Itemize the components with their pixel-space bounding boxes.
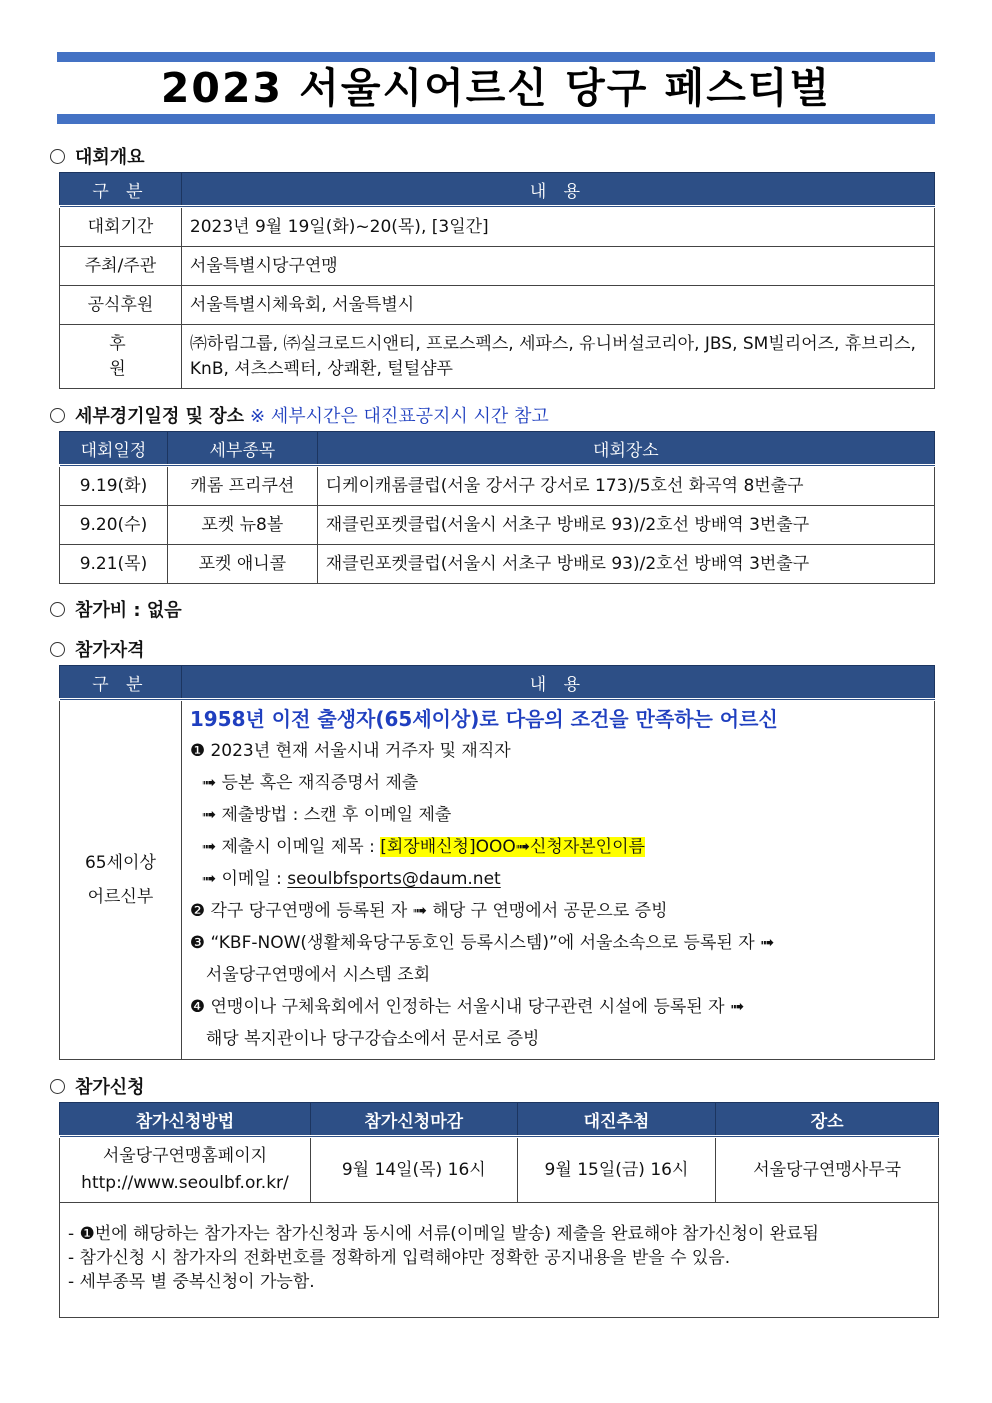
header-deadline: 참가신청마감 — [310, 1103, 517, 1137]
email-subject-prefix: ➟ 제출시 이메일 제목 : — [201, 837, 381, 857]
eligibility-lead: 1958년 이전 출생자(65세이상)로 다음의 조건을 만족하는 어르신 — [189, 707, 778, 731]
eligibility-label-line1: 65세이상 — [84, 853, 156, 873]
circle-bullet-icon — [50, 642, 65, 657]
row-value: ㈜하림그룹, ㈜실크로드시앤티, 프로스펙스, 세파스, 유니버설코리아, JBS, SM빌리어즈, 휴브리스, KnB, 셔츠스펙터, 상쾌환, 털털샴푸 — [181, 325, 934, 389]
section-heading-application — [50, 1076, 145, 1100]
table-header-row — [60, 173, 935, 207]
table-row — [60, 700, 935, 1060]
circle-bullet-icon — [50, 408, 65, 423]
application-notes — [60, 1203, 939, 1318]
schedule-event: 캐롬 프리쿠션 — [167, 466, 317, 506]
header-draw: 대진추첨 — [517, 1103, 716, 1137]
table-row — [60, 247, 935, 286]
email-subject-highlight: [회장배신청]OOO➟신청자본인이름 — [380, 837, 645, 857]
table-row — [60, 207, 935, 247]
schedule-date: 9.20(수) — [60, 506, 168, 545]
condition-1-sub-a: ➟ 등본 혹은 재직증명서 제출 — [201, 773, 419, 793]
email-prefix: ➟ 이메일 : — [201, 869, 288, 889]
eligibility-heading-text: 참가자격 — [75, 640, 145, 661]
schedule-event: 포켓 애니콜 — [167, 545, 317, 584]
table-row — [60, 506, 935, 545]
row-label: 공식후원 — [60, 286, 182, 325]
condition-1-sub-d — [190, 863, 924, 895]
row-label: 대회기간 — [60, 207, 182, 247]
application-place: 서울당구연맹사무국 — [716, 1137, 939, 1203]
section-heading-fee — [50, 599, 182, 623]
header-place: 장소 — [716, 1103, 939, 1137]
section-heading-eligibility — [50, 639, 145, 663]
schedule-event: 포켓 뉴8볼 — [167, 506, 317, 545]
condition-1: ❶ 2023년 현재 서울시내 거주자 및 재직자 — [189, 741, 511, 761]
condition-3-cont: 서울당구연맹에서 시스템 조회 — [205, 965, 431, 985]
schedule-venue: 재클린포켓클럽(서울시 서초구 방배로 93)/2호선 방배역 3번출구 — [317, 545, 934, 584]
table-header-row — [60, 1103, 939, 1137]
application-heading-text: 참가신청 — [75, 1077, 145, 1098]
header-method: 참가신청방법 — [60, 1103, 311, 1137]
application-method — [60, 1137, 311, 1203]
table-row — [60, 466, 935, 506]
table-row — [60, 545, 935, 584]
row-value: 서울특별시당구연맹 — [181, 247, 934, 286]
row-label: 주최/주관 — [60, 247, 182, 286]
schedule-venue: 디케이캐롬클럽(서울 강서구 강서로 173)/5호선 화곡역 8번출구 — [317, 466, 934, 506]
header-venue: 대회장소 — [317, 432, 934, 466]
page-title: 2023 서울시어르신 당구 페스티벌 — [160, 64, 832, 112]
row-label: 후 원 — [60, 325, 182, 389]
header-content: 내 용 — [181, 666, 934, 700]
header-category: 구 분 — [60, 173, 182, 207]
eligibility-label — [60, 700, 182, 1060]
homepage-link[interactable]: http://www.seoulbf.or.kr/ — [81, 1173, 289, 1193]
eligibility-table — [59, 665, 935, 1060]
overview-table — [59, 172, 935, 389]
table-row — [60, 325, 935, 389]
application-table — [59, 1102, 939, 1318]
note-item: - 세부종목 별 중복신청이 가능함. — [68, 1272, 315, 1292]
title-bar-bottom — [57, 114, 935, 124]
circle-bullet-icon — [50, 1079, 65, 1094]
condition-1-sub-c — [190, 831, 924, 863]
schedule-date: 9.19(화) — [60, 466, 168, 506]
schedule-venue: 재클린포켓클럽(서울시 서초구 방배로 93)/2호선 방배역 3번출구 — [317, 506, 934, 545]
header-content: 내 용 — [181, 173, 934, 207]
row-value: 서울특별시체육회, 서울특별시 — [181, 286, 934, 325]
circle-bullet-icon — [50, 602, 65, 617]
condition-1-sub-b: ➟ 제출방법 : 스캔 후 이메일 제출 — [201, 805, 452, 825]
note-item: - 참가신청 시 참가자의 전화번호를 정확하게 입력해야만 정확한 공지내용을 받을 수 있음. — [68, 1248, 731, 1268]
schedule-note: ※ 세부시간은 대진표공지시 시간 참고 — [250, 406, 549, 427]
table-header-row — [60, 432, 935, 466]
eligibility-content — [181, 700, 934, 1060]
eligibility-label-line2: 어르신부 — [87, 887, 154, 907]
note-item: - ❶번에 해당하는 참가자는 참가신청과 동시에 서류(이메일 발송) 제출을 완료해야 참가신청이 완료됨 — [68, 1224, 819, 1244]
fee-heading-text: 참가비 : 없음 — [75, 600, 182, 621]
condition-3: ❸ “KBF-NOW(생활체육당구동호인 등록시스템)”에 서울소속으로 등록된 자 ➟ — [189, 933, 775, 953]
condition-2: ❷ 각구 당구연맹에 등록된 자 ➟ 해당 구 연맹에서 공문으로 증빙 — [189, 901, 668, 921]
section-heading-overview — [50, 146, 145, 170]
circle-bullet-icon — [50, 149, 65, 164]
schedule-heading-text: 세부경기일정 및 장소 — [75, 406, 245, 427]
table-row — [60, 286, 935, 325]
header-date: 대회일정 — [60, 432, 168, 466]
condition-4: ❹ 연맹이나 구체육회에서 인정하는 서울시내 당구관련 시설에 등록된 자 ➟ — [189, 997, 745, 1017]
schedule-table — [59, 431, 935, 584]
overview-heading-text: 대회개요 — [75, 147, 145, 168]
header-category: 구 분 — [60, 666, 182, 700]
condition-4-cont: 해당 복지관이나 당구강습소에서 문서로 증빙 — [205, 1029, 540, 1049]
table-header-row — [60, 666, 935, 700]
header-event: 세부종목 — [167, 432, 317, 466]
title-bar-top — [57, 52, 935, 62]
schedule-date: 9.21(목) — [60, 545, 168, 584]
application-deadline: 9월 14일(목) 16시 — [310, 1137, 517, 1203]
table-row — [60, 1137, 939, 1203]
application-draw: 9월 15일(금) 16시 — [517, 1137, 716, 1203]
row-value: 2023년 9월 19일(화)~20(목), [3일간] — [181, 207, 934, 247]
notes-row — [60, 1203, 939, 1318]
email-link[interactable]: seoulbfsports@daum.net — [287, 869, 501, 889]
section-heading-schedule — [50, 405, 549, 429]
method-line1: 서울당구연맹홈페이지 — [102, 1146, 268, 1166]
